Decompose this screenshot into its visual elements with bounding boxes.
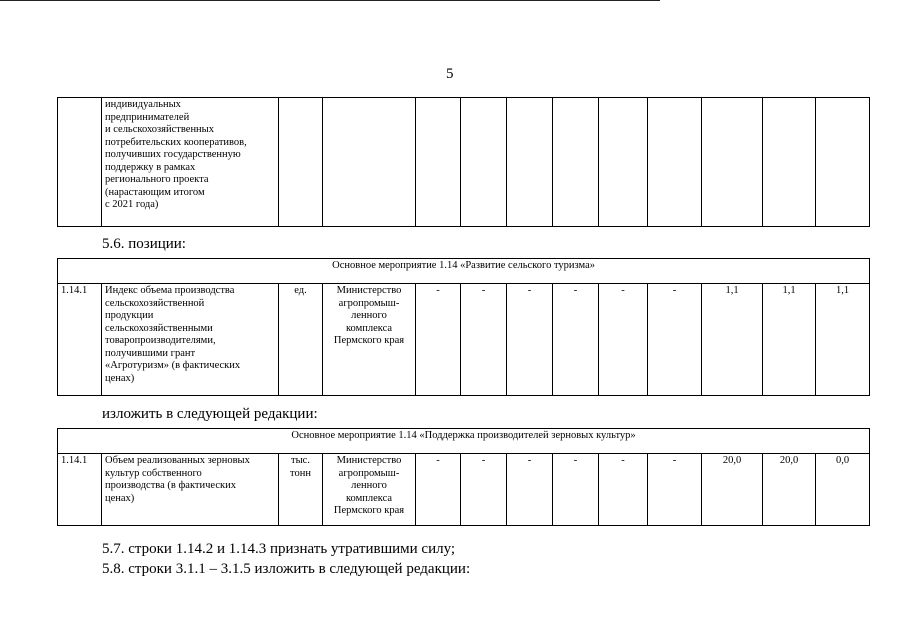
table-cell (323, 98, 416, 227)
paragraph-5-8: 5.8. строки 3.1.1 – 3.1.5 изложить в следующей редакции: (102, 561, 471, 577)
row-executor: Министерство агропромыш- ленного комплекса Пермского края (323, 454, 416, 526)
table-cell (416, 98, 461, 227)
row-value: 0,0 (816, 454, 870, 526)
top-rule (0, 0, 660, 1)
row-name: Объем реализованных зерновых культур собственного производства (в фактических ценах) (102, 454, 279, 526)
row-value: - (507, 454, 553, 526)
row-value: - (461, 454, 507, 526)
row-value: 1,1 (816, 284, 870, 396)
row-unit: тыс. тонн (279, 454, 323, 526)
heading-new-edition: изложить в следующей редакции: (102, 406, 318, 422)
table-cell (58, 98, 102, 227)
row-value: 20,0 (763, 454, 816, 526)
row-executor: Министерство агропромыш- ленного комплекса Пермского края (323, 284, 416, 396)
table-header-row (58, 259, 870, 284)
row-name: Индекс объема производства сельскохозяйственной продукции сельскохозяйственными товаропроизводителями, получившими грант «Агротуризм» (в фактических ценах) (102, 284, 279, 396)
page-number: 5 (446, 66, 454, 82)
row-value: - (648, 284, 702, 396)
row-value: - (416, 454, 461, 526)
table-cell (702, 98, 763, 227)
paragraph-5-7: 5.7. строки 1.14.2 и 1.14.3 признать утратившими силу; (102, 541, 456, 557)
row-value: 20,0 (702, 454, 763, 526)
row-value: - (599, 454, 648, 526)
row-value: - (461, 284, 507, 396)
new-positions-table (57, 428, 870, 526)
row-value: 1,1 (702, 284, 763, 396)
table-header: Основное мероприятие 1.14 «Поддержка производителей зерновых культур» (58, 429, 870, 454)
row-value: - (599, 284, 648, 396)
table-header: Основное мероприятие 1.14 «Развитие сельского туризма» (58, 259, 870, 284)
table-row (58, 98, 870, 227)
row-code: 1.14.1 (58, 284, 102, 396)
row-value: - (648, 454, 702, 526)
table-cell (461, 98, 507, 227)
row-value: - (553, 454, 599, 526)
heading-5-6: 5.6. позиции: (102, 236, 186, 252)
table-row (58, 284, 870, 396)
old-positions-table (57, 258, 870, 396)
table-cell (763, 98, 816, 227)
row-value: 1,1 (763, 284, 816, 396)
table-row (58, 454, 870, 526)
row-unit: ед. (279, 284, 323, 396)
row-value: - (507, 284, 553, 396)
continuation-text: индивидуальных предпринимателей и сельскохозяйственных потребительских кооперативов, получивших государственную поддержку в рамках регионального проекта (нарастающим итогом с 2021 года) (102, 98, 279, 227)
table-cell (816, 98, 870, 227)
continuation-table (57, 97, 870, 227)
table-cell (507, 98, 553, 227)
table-cell (553, 98, 599, 227)
row-value: - (553, 284, 599, 396)
row-code: 1.14.1 (58, 454, 102, 526)
table-cell (599, 98, 648, 227)
table-cell (279, 98, 323, 227)
table-header-row (58, 429, 870, 454)
table-cell (648, 98, 702, 227)
row-value: - (416, 284, 461, 396)
